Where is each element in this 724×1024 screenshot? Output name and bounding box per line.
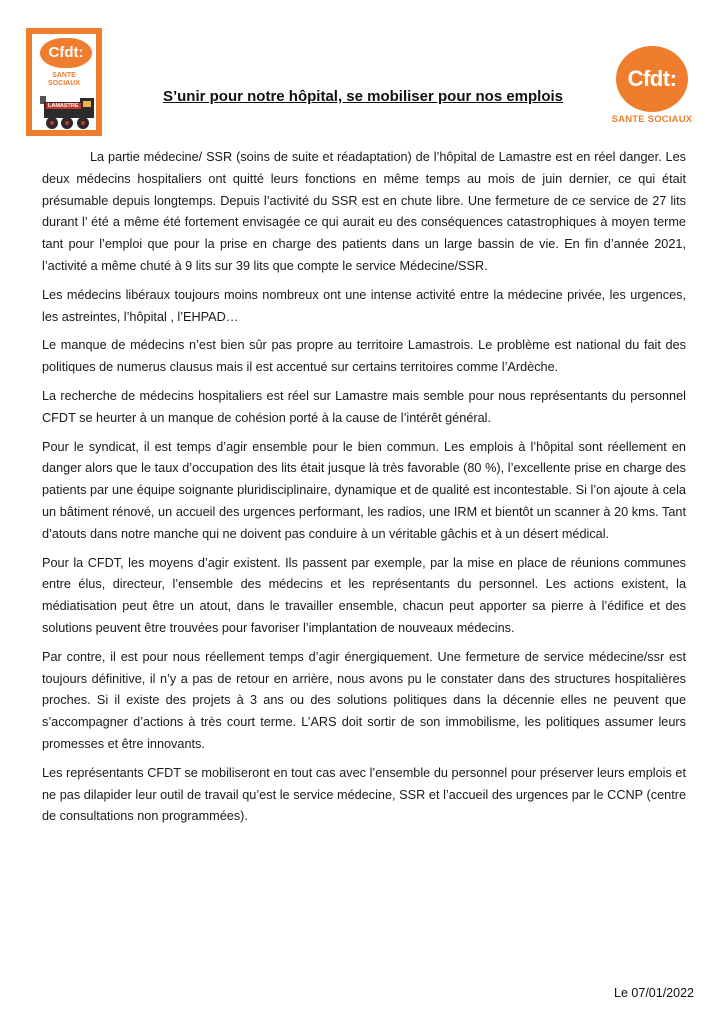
paragraph-2: Les médecins libéraux toujours moins nombreux ont une intense activité entre la médecine privée, les urgences, les astreintes, l’hôpital , l’EHPAD… [42,287,686,324]
logo-right-subtitle: SANTE SOCIAUX [611,114,693,125]
paragraph-1: La partie médecine/ SSR (soins de suite et réadaptation) de l’hôpital de Lamastre est en réel danger. Les deux médecins hospitaliers ont quitté leurs fonctions en même temps au mois de juin dernier, ce qui était présumable depuis longtemps. Depuis l’activité du SSR est en chute libre. Une fermeture de ce service de 27 lits durant l’ été a même été fortement envisagée ce qui aurait eu des conséquences catastrophiques à moyen terme tant pour l’emploi que pour la prise en charge des patients dans un large bassin de vie. En fin d’année 2021, l’activité a même chuté à 9 lits sur 39 lits que compte le service Médecine/SSR. [42,150,686,273]
logo-left-sector [32,72,96,88]
logo-right-brand: Cfdt: [616,46,688,112]
logo-left-line2: SOCIAUX [48,80,80,87]
paragraph-7: Par contre, il est pour nous réellement temps d’agir énergiquement. Une fermeture de service médecine/ssr est toujours définitive, il n’y a pas de retour en arrière, nous avons pu le constater dans des structures hospitalières proches. Si il existe des projets à 3 ans ou des solutions politiques dans la décennie elles ne peuvent que s’accompagner d’actions à très court terme. L’ARS doit sortir de son immobilisme, les politiques assumer leurs promesses et être innovants. [42,649,686,751]
train-icon [36,92,98,132]
document-title: S’unir pour notre hôpital, se mobiliser pour nos emplois [162,88,564,105]
paragraph-3: Le manque de médecins n’est bien sûr pas propre au territoire Lamastrois. Le problème est national du fait des politiques de numerus clausus mais il est accentué sur certains territoires comme l’Ardèche. [42,338,686,375]
paragraph-5: Pour le syndicat, il est temps d’agir ensemble pour le bien commun. Les emplois à l’hôpital sont réellement en danger alors que le taux d’occupation des lits était jusque là très favorable (80 %), l’excellente prise en charge des patients par une équipe soignante pluridisciplinaire, dynamique et de qualité est incontestable. Si l’on ajoute à cela un bâtiment rénové, un accueil des urgences performant, les radios, une IRM et bientôt un scanner à 20 kms. Tant d’atouts dans notre manche qui ne doivent pas conduire à un véritable gâchis et à un désert médical. [42,439,686,541]
document-date: Le 07/01/2022 [614,986,694,1000]
paragraph-4: La recherche de médecins hospitaliers est réel sur Lamastre mais semble pour nous représentants du personnel CFDT se heurter à un manque de cohésion porté à la cause de l’intérêt général. [42,388,686,425]
paragraph-6: Pour la CFDT, les moyens d’agir existent. Ils passent par exemple, par la mise en place de réunions communes entre élus, directeur, l’ensemble des médecins et les représentants du personnel. Les actions existent, la médiatisation peut être un atout, dans le travailler ensemble, chacun peut apporter sa pierre à l’édifice et des solutions peuvent être trouvées pour favoriser l’implantation de nouveaux médecins. [42,555,686,635]
logo-left-town: LAMASTRE [48,103,79,109]
logo-left-brand: Cfdt: [40,38,92,68]
document-body [42,147,686,835]
cfdt-sante-sociaux-logo [610,46,694,136]
paragraph-8: Les représentants CFDT se mobiliseront en tout cas avec l’ensemble du personnel pour préserver leurs emplois et ne pas dilapider leur outil de travail qu’est le service médecine, SSR et l’accueil des urgences par le CCNP (centre de consultations non programmées). [42,765,686,824]
logo-left-line1: SANTE [52,72,76,79]
cfdt-lamastre-logo [26,28,102,136]
